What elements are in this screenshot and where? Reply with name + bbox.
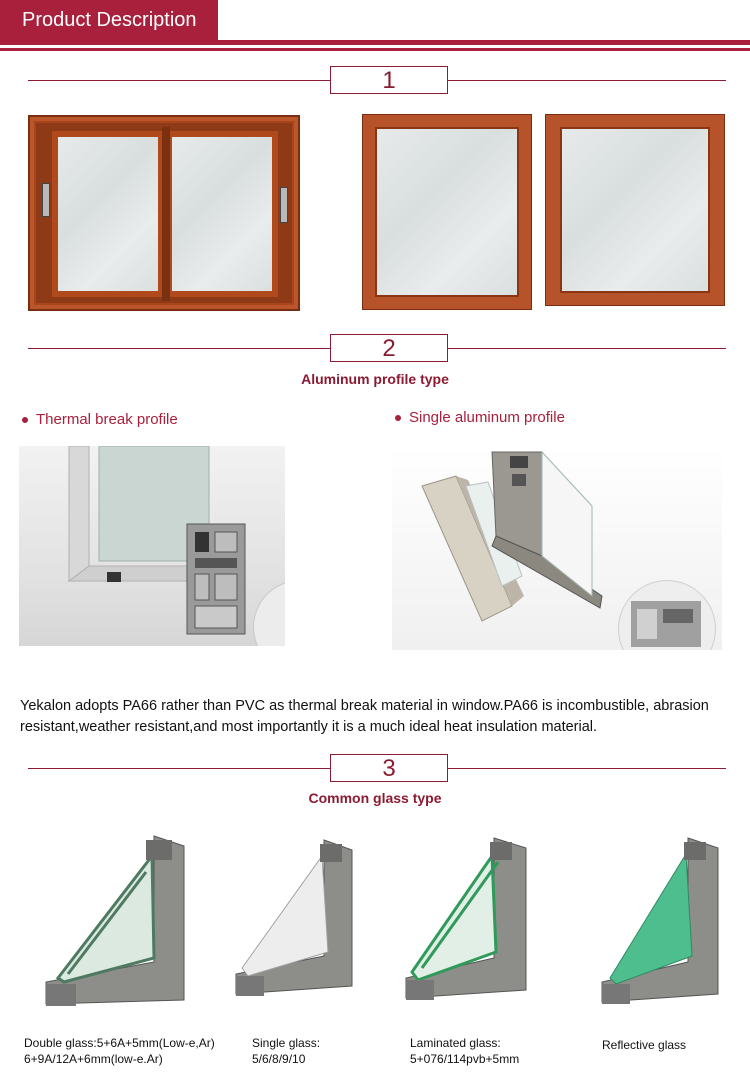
section-subtitle: Common glass type	[308, 790, 442, 806]
single-aluminum-label: Single aluminum profile	[409, 409, 565, 426]
laminated-glass-caption: Laminated glass: 5+076/114pvb+5mm	[410, 1036, 520, 1066]
double-glass-image	[34, 832, 194, 1028]
section-rule-left	[28, 348, 330, 349]
reflective-glass-caption: Reflective glass	[602, 1038, 687, 1052]
section-rule-left	[28, 768, 330, 769]
single-aluminum-profile-image	[392, 446, 722, 650]
bullet-icon	[22, 417, 28, 423]
reflective-glass-image	[598, 834, 724, 1016]
casement-window-left-image	[362, 114, 532, 310]
section-rule-right	[448, 80, 726, 81]
thermal-break-label: Thermal break profile	[36, 411, 178, 428]
section-number-box: 3	[330, 754, 448, 782]
header-divider	[0, 40, 750, 45]
header-divider-thin	[0, 48, 750, 51]
double-glass-caption: Double glass:5+6A+5mm(Low-e,Ar) 6+9A/12A+6mm(low-e.Ar)	[24, 1036, 215, 1066]
section-number-box: 2	[330, 334, 448, 362]
section-rule-right	[448, 348, 726, 349]
sliding-window-image	[28, 115, 300, 311]
section-subtitle: Aluminum profile type	[301, 371, 449, 387]
section-rule-left	[28, 80, 330, 81]
window-handle-icon	[42, 183, 50, 217]
laminated-glass-image	[402, 834, 532, 1014]
casement-window-right-image	[545, 114, 725, 306]
bullet-icon	[395, 415, 401, 421]
single-glass-image	[232, 836, 358, 1008]
section-title: Product Description	[0, 0, 218, 40]
section-number-box: 1	[330, 66, 448, 94]
section-rule-right	[448, 768, 726, 769]
thermal-break-profile-image	[19, 446, 285, 646]
description-paragraph: Yekalon adopts PA66 rather than PVC as thermal break material in window.PA66 is incombustible, abrasion resistant,weather resistant,and most importantly it is a much ideal heat insulation material.	[20, 698, 709, 735]
window-handle-icon	[280, 187, 288, 223]
single-glass-caption: Single glass: 5/6/8/9/10	[252, 1036, 321, 1066]
